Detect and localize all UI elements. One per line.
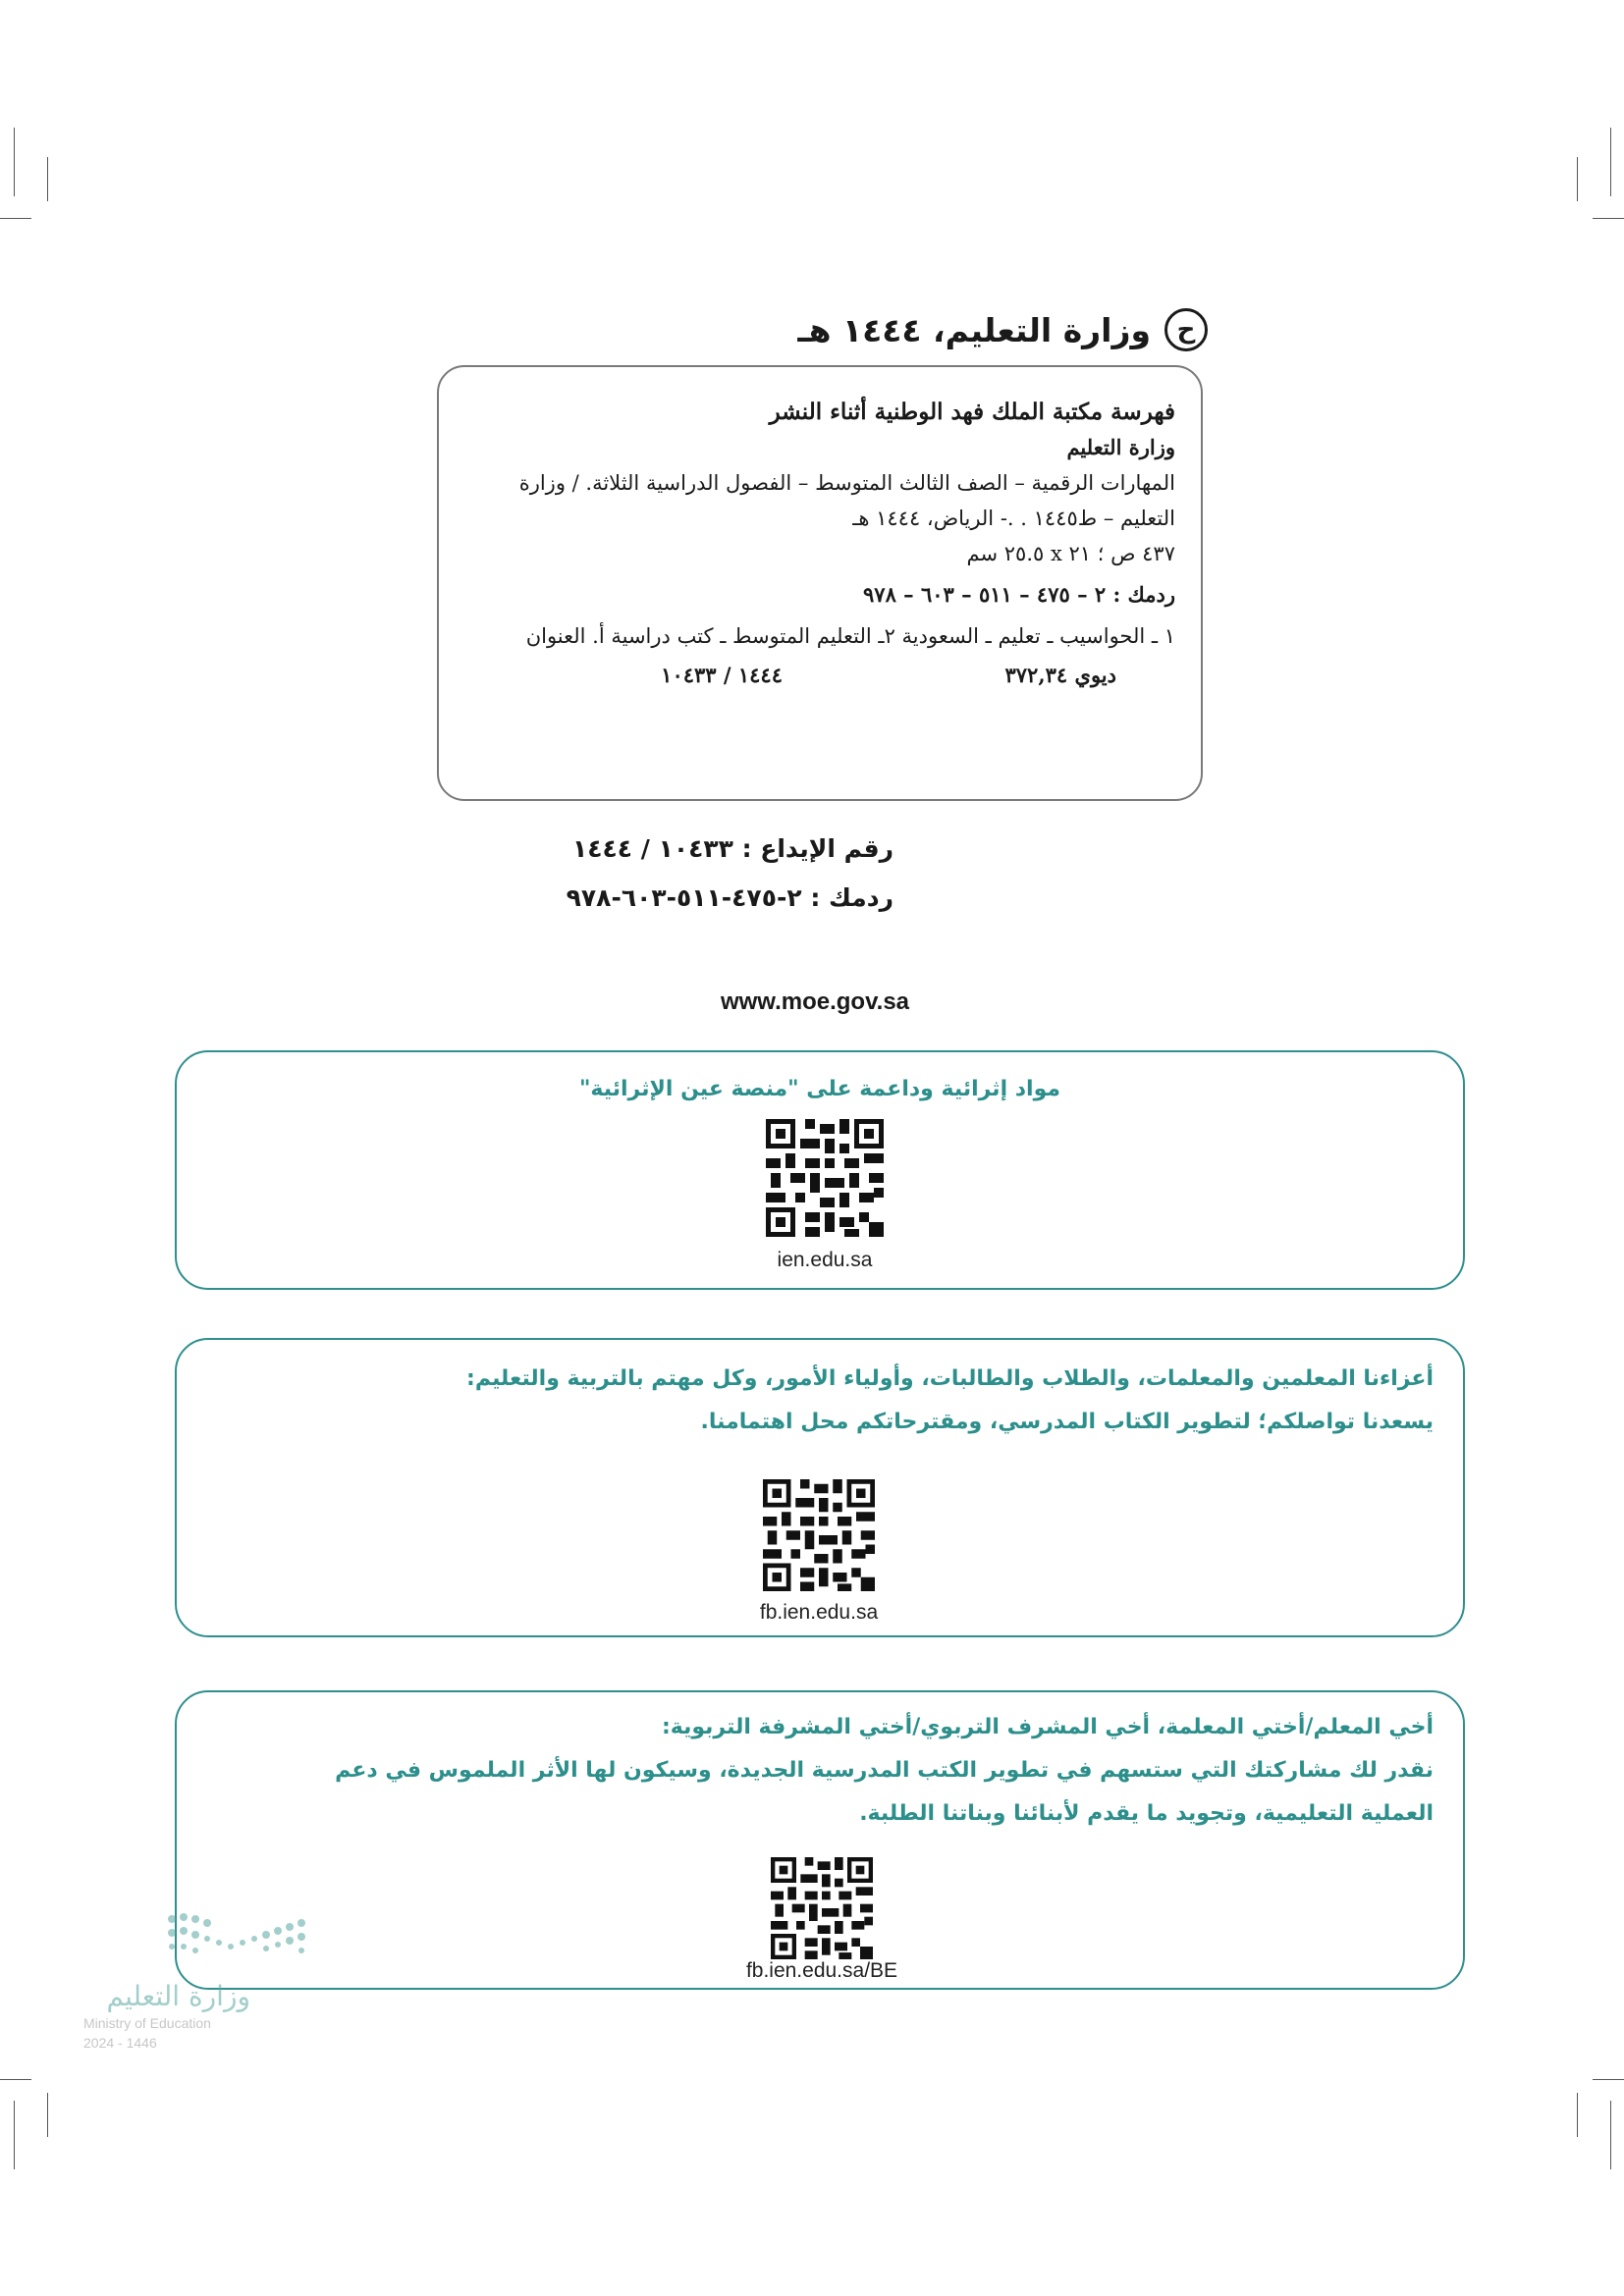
dewey-number: ديوي ٣٧٢,٣٤	[1004, 663, 1116, 687]
feedback-panel	[175, 1338, 1465, 1637]
deposit-number: رقم الإيداع : ١٠٤٣٣ / ١٤٤٤	[571, 834, 893, 863]
crop-mark	[1593, 2079, 1624, 2080]
catalog-subjects: ١ ـ الحواسيب ـ تعليم ـ السعودية ٢ـ التعليم المتوسط ـ كتب دراسية أ. العنوان	[525, 624, 1175, 648]
catalog-physical: ٤٣٧ ص ؛ ٢١ x ٢٥.٥ سم	[966, 542, 1175, 565]
crop-mark	[1610, 2101, 1611, 2169]
catalog-publisher: وزارة التعليم	[1066, 435, 1175, 459]
copyright-symbol-icon: ح	[1164, 308, 1208, 351]
panel-line: يسعدنا تواصلكم؛ لتطوير الكتاب المدرسي، ومقترحاتكم محل اهتمامنا.	[700, 1410, 1434, 1434]
catalog-classification	[464, 658, 1175, 697]
qr-code-icon[interactable]	[766, 1119, 884, 1237]
teacher-feedback-panel	[175, 1690, 1465, 1990]
deposit-isbn: ردمك : ٢-٤٧٥-٥١١-٦٠٣-٩٧٨	[566, 883, 893, 912]
logo-arabic: وزارة التعليم	[106, 1980, 250, 2012]
catalog-heading: فهرسة مكتبة الملك فهد الوطنية أثناء النشر	[769, 399, 1175, 425]
qr-url[interactable]: fb.ien.edu.sa	[759, 1601, 879, 1624]
panel-line: نقدر لك مشاركتك التي ستسهم في تطوير الكتب المدرسية الجديدة، وسيكون لها الأثر الملموس في دعم	[335, 1758, 1434, 1783]
ministry-logo	[83, 1909, 270, 2056]
crop-mark	[14, 128, 15, 196]
catalog-box	[437, 365, 1203, 801]
panel-line: العملية التعليمية، وتجويد ما يقدم لأبنائنا وبناتنا الطلبة.	[859, 1801, 1434, 1826]
crop-mark	[0, 218, 31, 219]
crop-mark	[0, 2079, 31, 2080]
logo-year: 2024 - 1446	[83, 2035, 157, 2051]
catalog-description: المهارات الرقمية – الصف الثالث المتوسط – الفصول الدراسية الثلاثة. / وزارة التعليم – ط١٤٤٥ . .- الرياض، ١٤٤٤ هـ	[518, 471, 1175, 530]
qr-code-icon[interactable]	[771, 1857, 873, 1959]
panel-line: أخي المعلم/أختي المعلمة، أخي المشرف التربوي/أختي المشرفة التربوية:	[661, 1715, 1434, 1739]
qr-code-icon[interactable]	[763, 1479, 875, 1591]
catalog-isbn: ردمك : ٢ – ٤٧٥ – ٥١١ – ٦٠٣ – ٩٧٨	[863, 582, 1175, 607]
qr-url[interactable]: fb.ien.edu.sa/BE	[745, 1959, 898, 1982]
crop-mark	[1577, 2093, 1578, 2137]
crop-mark	[1593, 218, 1624, 219]
crop-mark	[47, 157, 48, 201]
panel-line: مواد إثرائية وداعمة على "منصة عين الإثرائية"	[578, 1077, 1061, 1101]
catalog-deposit: ١٤٤٤ / ١٠٤٣٣	[661, 663, 783, 687]
qr-url[interactable]: ien.edu.sa	[777, 1249, 873, 1271]
website-link[interactable]: www.moe.gov.sa	[720, 988, 910, 1015]
crop-mark	[1577, 157, 1578, 201]
crop-mark	[47, 2093, 48, 2137]
enrichment-panel	[175, 1050, 1465, 1290]
copyright-text: وزارة التعليم، ١٤٤٤ هـ	[797, 310, 1151, 349]
copyright-line	[776, 302, 1208, 357]
panel-line: أعزاءنا المعلمين والمعلمات، والطلاب والطالبات، وأولياء الأمور، وكل مهتم بالتربية والتعليم:	[466, 1366, 1434, 1391]
crop-mark	[1610, 128, 1611, 196]
deposit-block	[491, 825, 893, 923]
ministry-dots-icon	[162, 1909, 319, 1968]
crop-mark	[14, 2101, 15, 2169]
logo-english: Ministry of Education	[83, 2015, 211, 2031]
